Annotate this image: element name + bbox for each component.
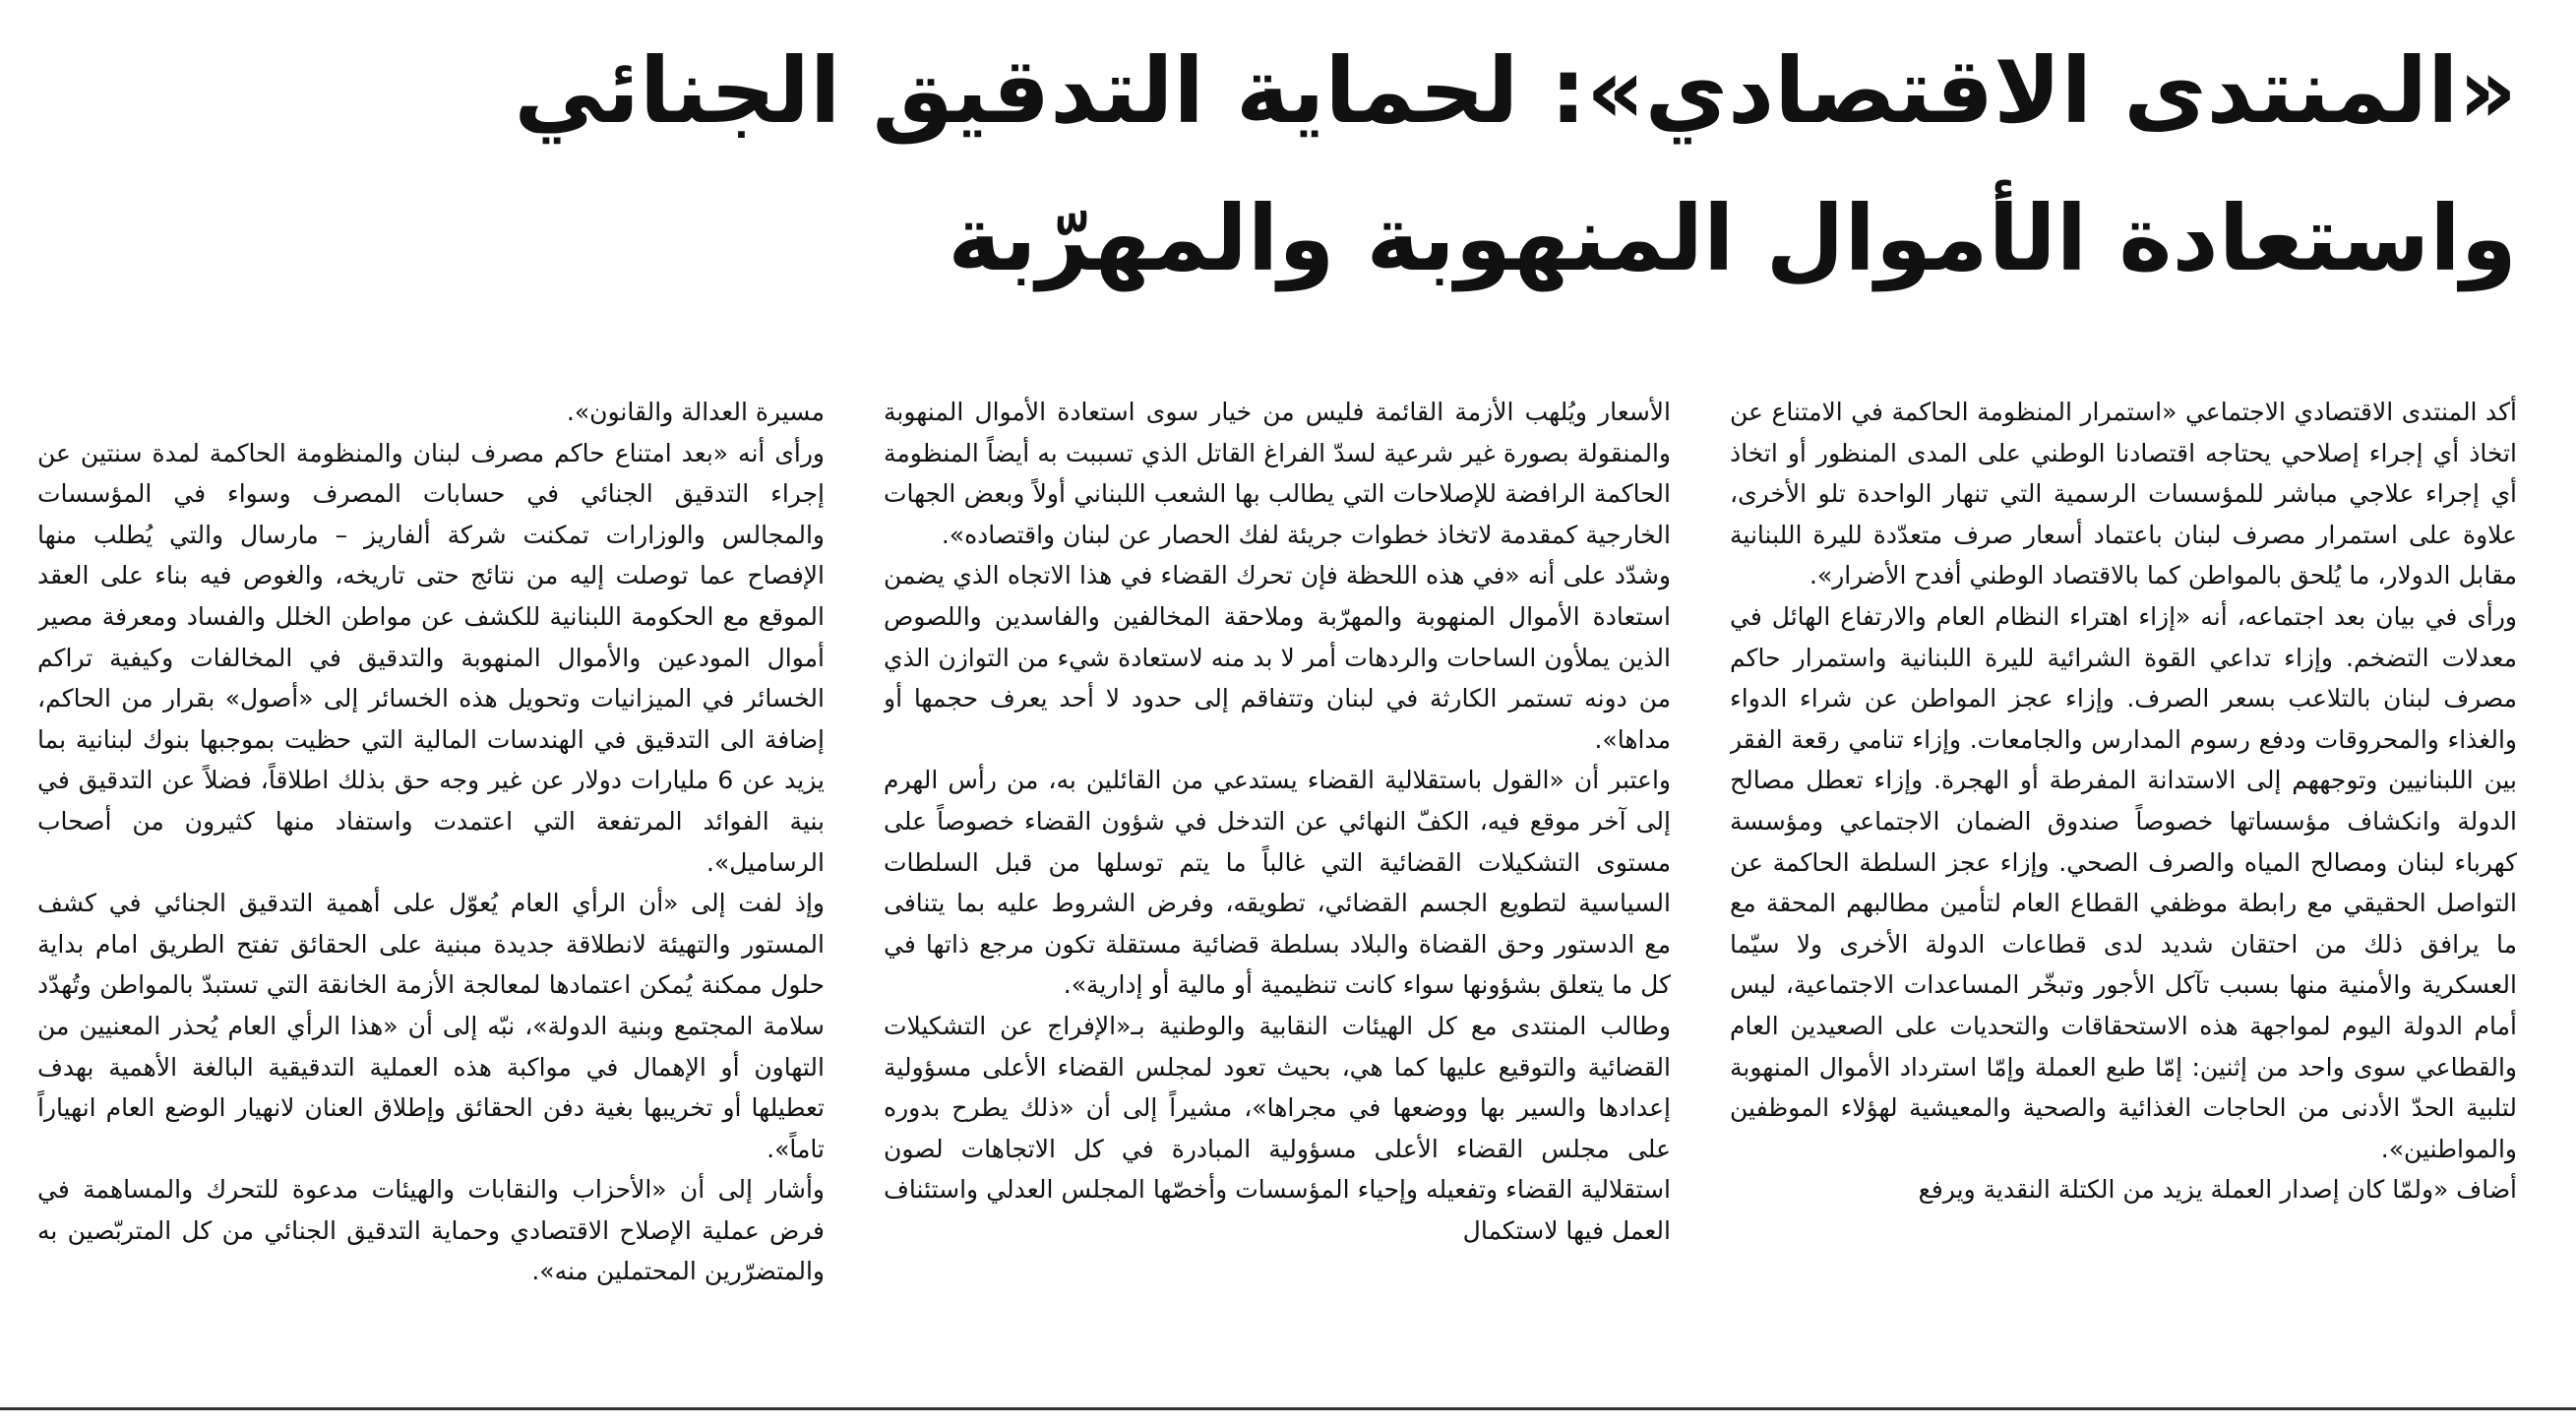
paragraph: أكد المنتدى الاقتصادي الاجتماعي «استمرار المنظومة الحاكمة في الامتناع عن اتخاذ أي إجراء إصلاحي يحتاجه اقتصادنا الوطني على المدى المنظور أو اتخاذ أي إجراء علاجي مباشر للمؤسسات الرسمية التي تنهار الواحدة تلو الأخرى، علاوة على استمرار مصرف لبنان باعتماد أسعار صرف متعدّدة لليرة اللبنانية مقابل الدولار، ما يُلحق بالمواطن كما بالاقتصاد الوطني أفدح الأضرار».: [1730, 398, 2517, 590]
article-column-3: [37, 392, 825, 1376]
headline-line-2: واستعادة الأموال المنهوبة والمهرّبة: [948, 186, 2517, 291]
paragraph: وشدّد على أنه «في هذه اللحظة فإن تحرك القضاء في هذا الاتجاه الذي يضمن استعادة الأموال المنهوبة والمهرّبة وملاحقة المخالفين والفاسدين واللصوص الذين يملأون الساحات والردهات أمر لا بد منه لاستعادة شيء من التوازن الذي من دونه تستمر الكارثة في لبنان وتتفاقم إلى حدود لا أحد يعرف حجمها أو مداها».: [884, 561, 1671, 754]
paragraph: وإذ لفت إلى «أن الرأي العام يُعوّل على أهمية التدقيق الجنائي في كشف المستور والتهيئة لانطلاقة جديدة مبنية على الحقائق تفتح الطريق امام بداية حلول ممكنة يُمكن اعتمادها لمعالجة الأزمة الخانقة التي تستبدّ بالمواطن وتُهدّد سلامة المجتمع وبنية الدولة»، نبّه إلى أن «هذا الرأي العام يُحذر المعنيين من التهاون أو الإهمال في مواكبة هذه العملية التدقيقية البالغة الأهمية بهدف تعطيلها أو تخريبها بغية دفن الحقائق وإطلاق العنان لانهيار الوضع العام انهياراً تاماً».: [37, 889, 825, 1163]
headline-line-1: «المنتدى الاقتصادي»: لحماية التدقيق الجنائي: [514, 38, 2517, 144]
article-headline: [57, 18, 2517, 313]
paragraph: الأسعار ويُلهب الأزمة القائمة فليس من خيار سوى استعادة الأموال المنهوبة والمنقولة بصورة غير شرعية لسدّ الفراغ القاتل الذي تسببت به أيضاً المنظومة الحاكمة الرافضة للإصلاحات التي يطالب بها الشعب اللبناني أولاً وبعض الجهات الخارجية كمقدمة لاتخاذ خطوات جريئة لفك الحصار عن لبنان واقتصاده».: [884, 398, 1671, 549]
paragraph: مسيرة العدالة والقانون».: [566, 398, 825, 426]
paragraph: واعتبر أن «القول باستقلالية القضاء يستدعي من القائلين به، من رأس الهرم إلى آخر موقع فيه، الكفّ النهائي عن التدخل في شؤون القضاء خصوصاً على مستوى التشكيلات القضائية التي غالباً ما يتم توسلها من قبل السلطات السياسية لتطويع الجسم القضائي، تطويقه، وفرض الشروط عليه بما يتنافى مع الدستور وحق القضاة والبلاد بسلطة قضائية مستقلة تكون مرجع ذاتها في كل ما يتعلق بشؤونها سواء كانت تنظيمية أو مالية أو إدارية».: [884, 766, 1671, 1000]
paragraph: وأشار إلى أن «الأحزاب والنقابات والهيئات مدعوة للتحرك والمساهمة في فرض عملية الإصلاح الاقتصادي وحماية التدقيق الجنائي من كل المتربّصين به والمتضرّرين المحتملين منه».: [37, 1175, 825, 1286]
paragraph: وطالب المنتدى مع كل الهيئات النقابية والوطنية بـ«الإفراج عن التشكيلات القضائية والتوقيع عليها كما هي، بحيث تعود لمجلس القضاء الأعلى مسؤولية إعدادها والسير بها ووضعها في مجراها»، مشيراً إلى أن «ذلك يطرح بدوره على مجلس القضاء الأعلى مسؤولية المبادرة في كل الاتجاهات لصون استقلالية القضاء وتفعيله وإحياء المؤسسات وأخصّها المجلس العدلي واستئناف العمل فيها لاستكمال: [884, 1011, 1671, 1245]
bottom-divider: [0, 1407, 2576, 1410]
article-body: [37, 392, 2517, 1376]
article-column-1: [1730, 392, 2517, 1376]
paragraph: أضاف «ولمّا كان إصدار العملة يزيد من الكتلة النقدية ويرفع: [1918, 1175, 2517, 1205]
article-column-2: [884, 392, 1671, 1376]
paragraph: ورأى في بيان بعد اجتماعه، أنه «إزاء اهتراء النظام العام والارتفاع الهائل في معدلات التضخم. وإزاء تداعي القوة الشرائية لليرة اللبنانية واستمرار حاكم مصرف لبنان بالتلاعب بسعر الصرف. وإزاء عجز المواطن عن شراء الدواء والغذاء والمحروقات ودفع رسوم المدارس والجامعات. وإزاء تنامي رقعة الفقر بين اللبنانيين وتوجههم إلى الاستدانة المفرطة أو الهجرة. وإزاء تعطل مصالح الدولة وانكشاف مؤسساتها خصوصاً صندوق الضمان الاجتماعي ومؤسسة كهرباء لبنان ومصالح المياه والصرف الصحي. وإزاء عجز السلطة الحاكمة عن التواصل الحقيقي مع رابطة موظفي القطاع العام لتأمين مطالبهم المحقة مع ما يرافق ذلك من احتقان شديد لدى قطاعات الدولة الأخرى ولا سيّما العسكرية والأمنية منها بسبب تآكل الأجور وتبخّر المساعدات الاجتماعية، ليس أمام الدولة اليوم لمواجهة هذه الاستحقاقات والتحديات على الصعيدين العام والقطاعي سوى واحد من إثنين: إمّا طبع العملة وإمّا استرداد الأموال المنهوبة لتلبية الحدّ الأدنى من الحاجات الغذائية والصحية والمعيشية لهؤلاء الموظفين والمواطنين».: [1730, 601, 2517, 1163]
paragraph: ورأى أنه «بعد امتناع حاكم مصرف لبنان والمنظومة الحاكمة لمدة سنتين عن إجراء التدقيق الجنائي في حسابات المصرف وسواء في المؤسسات والمجالس والوزارات تمكنت شركة ألفاريز – مارسال والتي يُطلب منها الإفصاح عما توصلت إليه من نتائج حتى تاريخه، والغوص فيه بناء على العقد الموقع مع الحكومة اللبنانية للكشف عن مواطن الخلل والفساد ومعرفة مصير أموال المودعين والأموال المنهوبة والتدقيق في المخالفات وكيفية تراكم الخسائر في الميزانيات وتحويل هذه الخسائر إلى «أصول» بقرار من الحاكم، إضافة الى التدقيق في الهندسات المالية التي حظيت بموجبها بنوك لبنانية بما يزيد عن 6 مليارات دولار عن غير وجه حق بذلك اطلاقاً، فضلاً عن التدقيق في بنية الفوائد المرتفعة التي اعتمدت واستفاد منها كثيرون من أصحاب الرساميل».: [37, 438, 825, 877]
